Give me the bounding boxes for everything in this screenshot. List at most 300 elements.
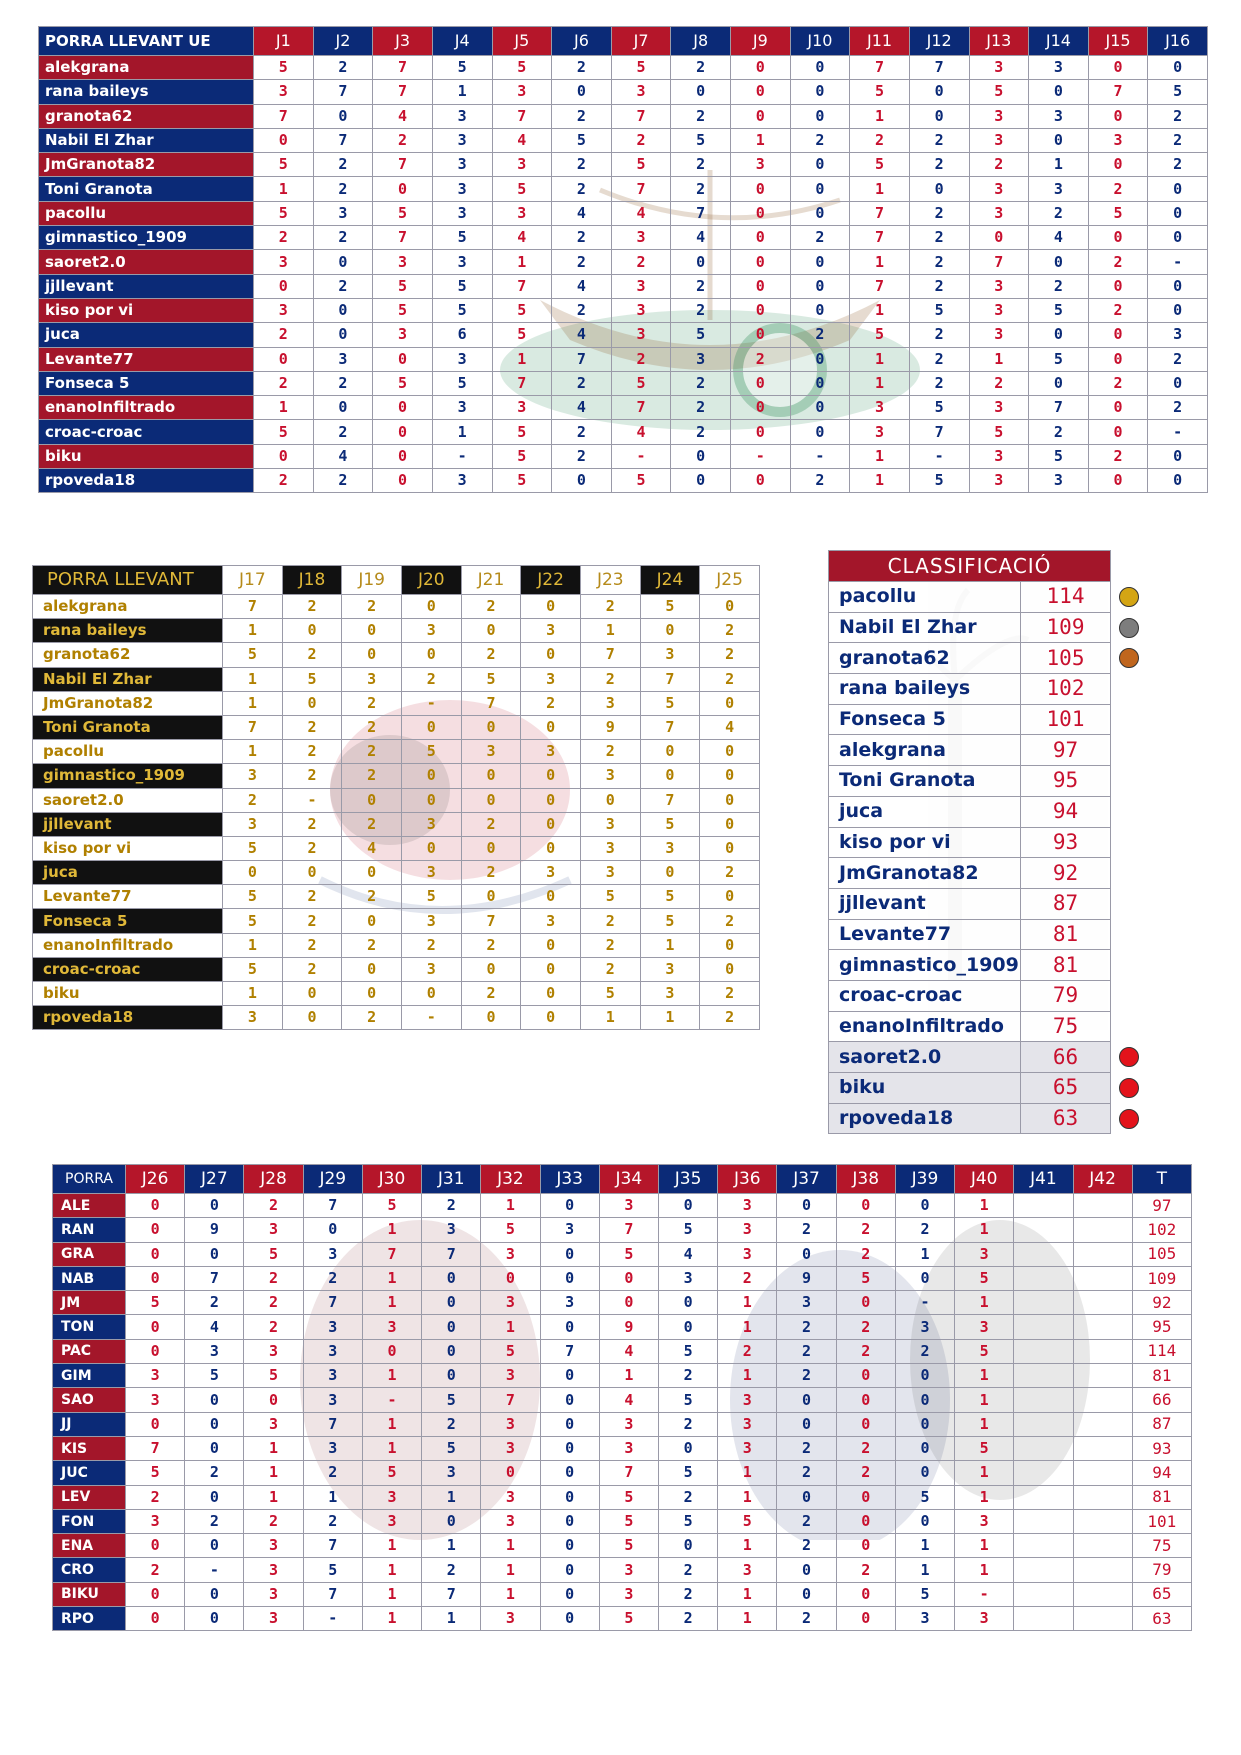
score-cell: 3 [521, 909, 581, 933]
score-cell: 5 [895, 1485, 954, 1509]
column-header: J17 [223, 566, 283, 595]
player-name: alekgrana [33, 595, 223, 619]
score-cell: 1 [481, 1558, 540, 1582]
score-cell: 3 [362, 1315, 421, 1339]
score-cell: 0 [185, 1607, 244, 1631]
score-cell: - [185, 1558, 244, 1582]
player-points: 97 [1021, 735, 1111, 766]
score-cell: 2 [401, 667, 461, 691]
porra-table-j1-j16 [38, 26, 1208, 493]
score-cell: 0 [461, 715, 521, 739]
score-cell: 0 [282, 691, 342, 715]
table-row [33, 933, 760, 957]
player-name: Nabil El Zhar [39, 128, 254, 152]
score-cell: 5 [599, 1534, 658, 1558]
player-abbrev: GRA [53, 1242, 126, 1266]
score-cell: 9 [599, 1315, 658, 1339]
score-cell [1073, 1194, 1132, 1218]
score-cell: 0 [671, 250, 731, 274]
score-cell: 3 [244, 1412, 303, 1436]
table-row [39, 128, 1208, 152]
score-cell: 2 [580, 667, 640, 691]
score-cell: 0 [909, 177, 969, 201]
score-cell: 0 [254, 128, 314, 152]
score-cell: 5 [909, 396, 969, 420]
player-abbrev: GIM [53, 1364, 126, 1388]
table-row [33, 885, 760, 909]
player-name: Fonseca 5 [33, 909, 223, 933]
score-cell: 2 [342, 740, 402, 764]
player-name: croac-croac [33, 957, 223, 981]
score-cell: 1 [303, 1485, 362, 1509]
score-cell: 5 [244, 1242, 303, 1266]
score-cell: 1 [955, 1364, 1014, 1388]
score-cell: 0 [790, 371, 850, 395]
column-header: T [1132, 1165, 1191, 1194]
score-cell: 2 [303, 1509, 362, 1533]
score-cell: 2 [790, 323, 850, 347]
score-cell: 5 [223, 957, 283, 981]
score-cell: 1 [718, 1582, 777, 1606]
score-cell: 2 [580, 595, 640, 619]
player-points: 109 [1021, 612, 1111, 643]
score-cell: 0 [731, 226, 791, 250]
column-header: J15 [1088, 27, 1148, 56]
score-cell: 0 [461, 885, 521, 909]
player-points: 101 [1021, 704, 1111, 735]
player-abbrev: JJ [53, 1412, 126, 1436]
score-cell: 1 [895, 1534, 954, 1558]
player-points: 93 [1021, 827, 1111, 858]
player-name: Fonseca 5 [829, 704, 1021, 735]
score-cell: 2 [671, 104, 731, 128]
ranking-row [829, 950, 1111, 981]
player-name: Levante77 [33, 885, 223, 909]
score-cell: 2 [422, 1194, 481, 1218]
score-cell: 0 [313, 250, 373, 274]
score-cell: 2 [422, 1558, 481, 1582]
score-cell: 1 [718, 1364, 777, 1388]
score-cell: 2 [254, 226, 314, 250]
column-header: J9 [731, 27, 791, 56]
score-cell: 3 [599, 1194, 658, 1218]
score-cell: 2 [671, 396, 731, 420]
score-cell: 2 [422, 1412, 481, 1436]
score-cell: 1 [492, 250, 552, 274]
score-cell: 1 [362, 1558, 421, 1582]
column-header: J16 [1148, 27, 1208, 56]
score-cell: 0 [836, 1194, 895, 1218]
score-cell: 7 [909, 420, 969, 444]
score-cell: 0 [790, 177, 850, 201]
score-cell: 0 [342, 861, 402, 885]
score-cell: 1 [362, 1291, 421, 1315]
score-cell: 2 [342, 764, 402, 788]
score-cell: 2 [700, 667, 760, 691]
column-header: J37 [777, 1165, 836, 1194]
score-cell: 0 [790, 80, 850, 104]
column-header: J42 [1073, 1165, 1132, 1194]
score-cell: 5 [401, 885, 461, 909]
table-row [39, 250, 1208, 274]
score-cell: 1 [955, 1485, 1014, 1509]
score-cell: 2 [342, 691, 402, 715]
player-abbrev: BIKU [53, 1582, 126, 1606]
score-cell: 2 [909, 323, 969, 347]
score-cell: 1 [223, 691, 283, 715]
score-cell: 3 [658, 1266, 717, 1290]
score-cell: 2 [909, 201, 969, 225]
table-row [53, 1436, 1192, 1460]
score-cell: 5 [580, 885, 640, 909]
score-cell: 3 [303, 1242, 362, 1266]
score-cell: 3 [481, 1436, 540, 1460]
score-cell [1073, 1412, 1132, 1436]
score-cell: 2 [1029, 201, 1089, 225]
column-header: J34 [599, 1165, 658, 1194]
score-cell: 3 [1029, 56, 1089, 80]
player-points: 75 [1021, 1011, 1111, 1042]
player-abbrev: ENA [53, 1534, 126, 1558]
score-cell: 2 [658, 1558, 717, 1582]
score-cell: 1 [955, 1534, 1014, 1558]
table-row [33, 861, 760, 885]
score-cell: 7 [313, 80, 373, 104]
score-cell: 0 [521, 957, 581, 981]
score-cell: 2 [401, 933, 461, 957]
score-cell: 1 [223, 619, 283, 643]
score-cell: 0 [1088, 420, 1148, 444]
score-cell: 5 [185, 1364, 244, 1388]
score-cell: - [955, 1582, 1014, 1606]
score-cell: 1 [244, 1485, 303, 1509]
table-row [53, 1534, 1192, 1558]
table-header-row [829, 551, 1111, 582]
score-cell: 2 [313, 274, 373, 298]
score-cell: 7 [492, 274, 552, 298]
score-cell: 1 [580, 619, 640, 643]
score-cell: 0 [422, 1266, 481, 1290]
score-cell: 3 [580, 691, 640, 715]
classification-table [828, 550, 1111, 1134]
column-header: J27 [185, 1165, 244, 1194]
score-cell: 2 [373, 128, 433, 152]
table-row [39, 347, 1208, 371]
score-cell: - [895, 1291, 954, 1315]
score-cell: 5 [422, 1436, 481, 1460]
score-cell: 4 [700, 715, 760, 739]
score-cell: 7 [492, 371, 552, 395]
score-cell: 5 [492, 444, 552, 468]
score-cell [1014, 1461, 1073, 1485]
score-cell: 3 [850, 396, 910, 420]
score-cell: 3 [432, 201, 492, 225]
player-name: rpoveda18 [39, 469, 254, 493]
score-cell: 3 [362, 1485, 421, 1509]
score-cell: 0 [895, 1412, 954, 1436]
score-cell: 1 [362, 1534, 421, 1558]
score-cell: 0 [521, 715, 581, 739]
score-cell [1073, 1339, 1132, 1363]
score-cell: 2 [313, 153, 373, 177]
player-name: saoret2.0 [39, 250, 254, 274]
score-cell: 5 [461, 667, 521, 691]
score-cell: 0 [254, 347, 314, 371]
score-cell: 0 [422, 1364, 481, 1388]
column-header: J30 [362, 1165, 421, 1194]
score-cell: 3 [611, 80, 671, 104]
score-cell: 1 [362, 1218, 421, 1242]
score-cell: 2 [671, 56, 731, 80]
player-abbrev: LEV [53, 1485, 126, 1509]
score-cell: 5 [401, 740, 461, 764]
score-cell: 0 [640, 740, 700, 764]
player-name: rana baileys [33, 619, 223, 643]
score-cell: 3 [492, 201, 552, 225]
player-name: croac-croac [829, 980, 1021, 1011]
player-name: Levante77 [39, 347, 254, 371]
score-cell: 5 [611, 153, 671, 177]
score-cell: 2 [671, 420, 731, 444]
score-cell [1014, 1266, 1073, 1290]
player-name: jjllevant [33, 812, 223, 836]
score-cell: 0 [731, 201, 791, 225]
total-cell: 94 [1132, 1461, 1191, 1485]
score-cell: 1 [850, 177, 910, 201]
table-row [33, 715, 760, 739]
score-cell: 0 [790, 396, 850, 420]
table-header-row [53, 1165, 1192, 1194]
score-cell: 2 [282, 836, 342, 860]
score-cell: 2 [244, 1266, 303, 1290]
score-cell: 2 [223, 788, 283, 812]
column-header: J23 [580, 566, 640, 595]
score-cell [1073, 1582, 1132, 1606]
player-name: pacollu [39, 201, 254, 225]
score-cell: 0 [303, 1218, 362, 1242]
player-name: Toni Granota [39, 177, 254, 201]
score-cell: 2 [1088, 177, 1148, 201]
score-cell: 5 [640, 595, 700, 619]
ranking-row [829, 980, 1111, 1011]
score-cell: 3 [671, 347, 731, 371]
ranking-row [829, 919, 1111, 950]
score-cell: 5 [432, 56, 492, 80]
score-cell: 1 [850, 469, 910, 493]
score-cell: 7 [611, 104, 671, 128]
score-cell: 3 [599, 1558, 658, 1582]
score-cell [1073, 1461, 1132, 1485]
score-cell: 0 [909, 104, 969, 128]
score-cell: 0 [1148, 298, 1208, 322]
score-cell: 5 [599, 1242, 658, 1266]
score-cell [1014, 1412, 1073, 1436]
score-cell: 7 [611, 396, 671, 420]
score-cell: 2 [909, 128, 969, 152]
score-cell: 3 [521, 619, 581, 643]
score-cell: 0 [658, 1436, 717, 1460]
column-header: J20 [401, 566, 461, 595]
player-points: 105 [1021, 643, 1111, 674]
score-cell: 0 [777, 1558, 836, 1582]
score-cell: 2 [580, 909, 640, 933]
score-cell: 1 [362, 1582, 421, 1606]
score-cell: 1 [718, 1607, 777, 1631]
score-cell: 0 [342, 909, 402, 933]
score-cell: 3 [580, 861, 640, 885]
score-cell: 1 [850, 444, 910, 468]
score-cell: 5 [432, 371, 492, 395]
score-cell: 0 [540, 1534, 599, 1558]
total-cell: 79 [1132, 1558, 1191, 1582]
score-cell: 2 [1148, 396, 1208, 420]
score-cell: 0 [185, 1388, 244, 1412]
score-cell: 0 [700, 933, 760, 957]
score-cell: 2 [611, 250, 671, 274]
score-cell: 1 [481, 1582, 540, 1606]
score-cell: 0 [461, 957, 521, 981]
score-cell: 7 [373, 226, 433, 250]
score-cell: 0 [342, 788, 402, 812]
ranking-row [829, 1103, 1111, 1134]
total-cell: 65 [1132, 1582, 1191, 1606]
score-cell: 0 [777, 1582, 836, 1606]
score-cell [1073, 1558, 1132, 1582]
column-header: J22 [521, 566, 581, 595]
score-cell: 2 [282, 643, 342, 667]
score-cell: 2 [552, 177, 612, 201]
medal-dot-icon [1119, 618, 1139, 638]
score-cell: - [1148, 250, 1208, 274]
score-cell: 3 [244, 1339, 303, 1363]
score-cell: 1 [254, 396, 314, 420]
score-cell: 1 [895, 1242, 954, 1266]
score-cell: 1 [223, 933, 283, 957]
score-cell: 0 [1148, 56, 1208, 80]
score-cell: 9 [777, 1266, 836, 1290]
column-header: J11 [850, 27, 910, 56]
total-cell: 114 [1132, 1339, 1191, 1363]
score-cell: 5 [599, 1607, 658, 1631]
score-cell: 3 [401, 861, 461, 885]
score-cell: 2 [342, 885, 402, 909]
score-cell: 0 [790, 56, 850, 80]
player-name: gimnastico_1909 [33, 764, 223, 788]
score-cell: 3 [611, 226, 671, 250]
score-cell: 0 [836, 1364, 895, 1388]
score-cell: 2 [552, 371, 612, 395]
score-cell: 3 [185, 1339, 244, 1363]
score-cell [1014, 1582, 1073, 1606]
score-cell: 2 [700, 982, 760, 1006]
total-cell: 81 [1132, 1364, 1191, 1388]
score-cell: 5 [223, 885, 283, 909]
score-cell: 5 [422, 1388, 481, 1412]
score-cell: 0 [540, 1364, 599, 1388]
total-cell: 87 [1132, 1412, 1191, 1436]
score-cell: 5 [492, 420, 552, 444]
score-cell [1014, 1388, 1073, 1412]
score-cell: 0 [521, 1006, 581, 1030]
player-name: kiso por vi [33, 836, 223, 860]
score-cell: 0 [461, 1006, 521, 1030]
score-cell: 1 [955, 1388, 1014, 1412]
score-cell: 0 [895, 1461, 954, 1485]
player-name: alekgrana [829, 735, 1021, 766]
ranking-row [829, 766, 1111, 797]
score-cell: 3 [432, 396, 492, 420]
score-cell: 0 [422, 1339, 481, 1363]
score-cell: 0 [1088, 226, 1148, 250]
score-cell: 4 [313, 444, 373, 468]
score-cell: 5 [223, 836, 283, 860]
table-row [53, 1412, 1192, 1436]
score-cell: 7 [671, 201, 731, 225]
score-cell: 0 [540, 1242, 599, 1266]
table-row [39, 56, 1208, 80]
score-cell: 0 [580, 788, 640, 812]
score-cell: 2 [777, 1509, 836, 1533]
score-cell: - [432, 444, 492, 468]
score-cell: 2 [658, 1412, 717, 1436]
score-cell: 7 [313, 128, 373, 152]
table-title: PORRA LLEVANT [33, 566, 223, 595]
score-cell: 0 [1088, 274, 1148, 298]
score-cell: 2 [700, 619, 760, 643]
score-cell [1014, 1242, 1073, 1266]
score-cell: 3 [223, 764, 283, 788]
player-name: granota62 [39, 104, 254, 128]
score-cell: 5 [909, 298, 969, 322]
score-cell: 5 [373, 298, 433, 322]
score-cell [1014, 1339, 1073, 1363]
table-row [39, 274, 1208, 298]
score-cell: 2 [313, 56, 373, 80]
score-cell: 7 [303, 1194, 362, 1218]
ranking-row [829, 888, 1111, 919]
score-cell: 0 [836, 1582, 895, 1606]
score-cell: 2 [282, 885, 342, 909]
score-cell: 3 [521, 861, 581, 885]
score-cell: 0 [1029, 128, 1089, 152]
table-row [39, 201, 1208, 225]
score-cell: 7 [481, 1388, 540, 1412]
score-cell: 2 [1148, 104, 1208, 128]
score-cell: 4 [342, 836, 402, 860]
porra-table-j17-j25 [32, 565, 760, 1030]
score-cell: 5 [373, 274, 433, 298]
score-cell: 5 [362, 1194, 421, 1218]
column-header: J21 [461, 566, 521, 595]
score-cell: 4 [658, 1242, 717, 1266]
table-row [39, 444, 1208, 468]
score-cell: 1 [244, 1461, 303, 1485]
score-cell: 2 [909, 274, 969, 298]
score-cell: 0 [313, 323, 373, 347]
score-cell: 0 [1148, 177, 1208, 201]
score-cell: 5 [640, 885, 700, 909]
score-cell: 2 [282, 909, 342, 933]
table-row [33, 836, 760, 860]
score-cell: 1 [422, 1607, 481, 1631]
score-cell: 5 [223, 643, 283, 667]
table-header-row [33, 566, 760, 595]
table-row [53, 1339, 1192, 1363]
column-header: J31 [422, 1165, 481, 1194]
score-cell: 0 [373, 444, 433, 468]
score-cell: 5 [850, 323, 910, 347]
table-row [53, 1607, 1192, 1631]
